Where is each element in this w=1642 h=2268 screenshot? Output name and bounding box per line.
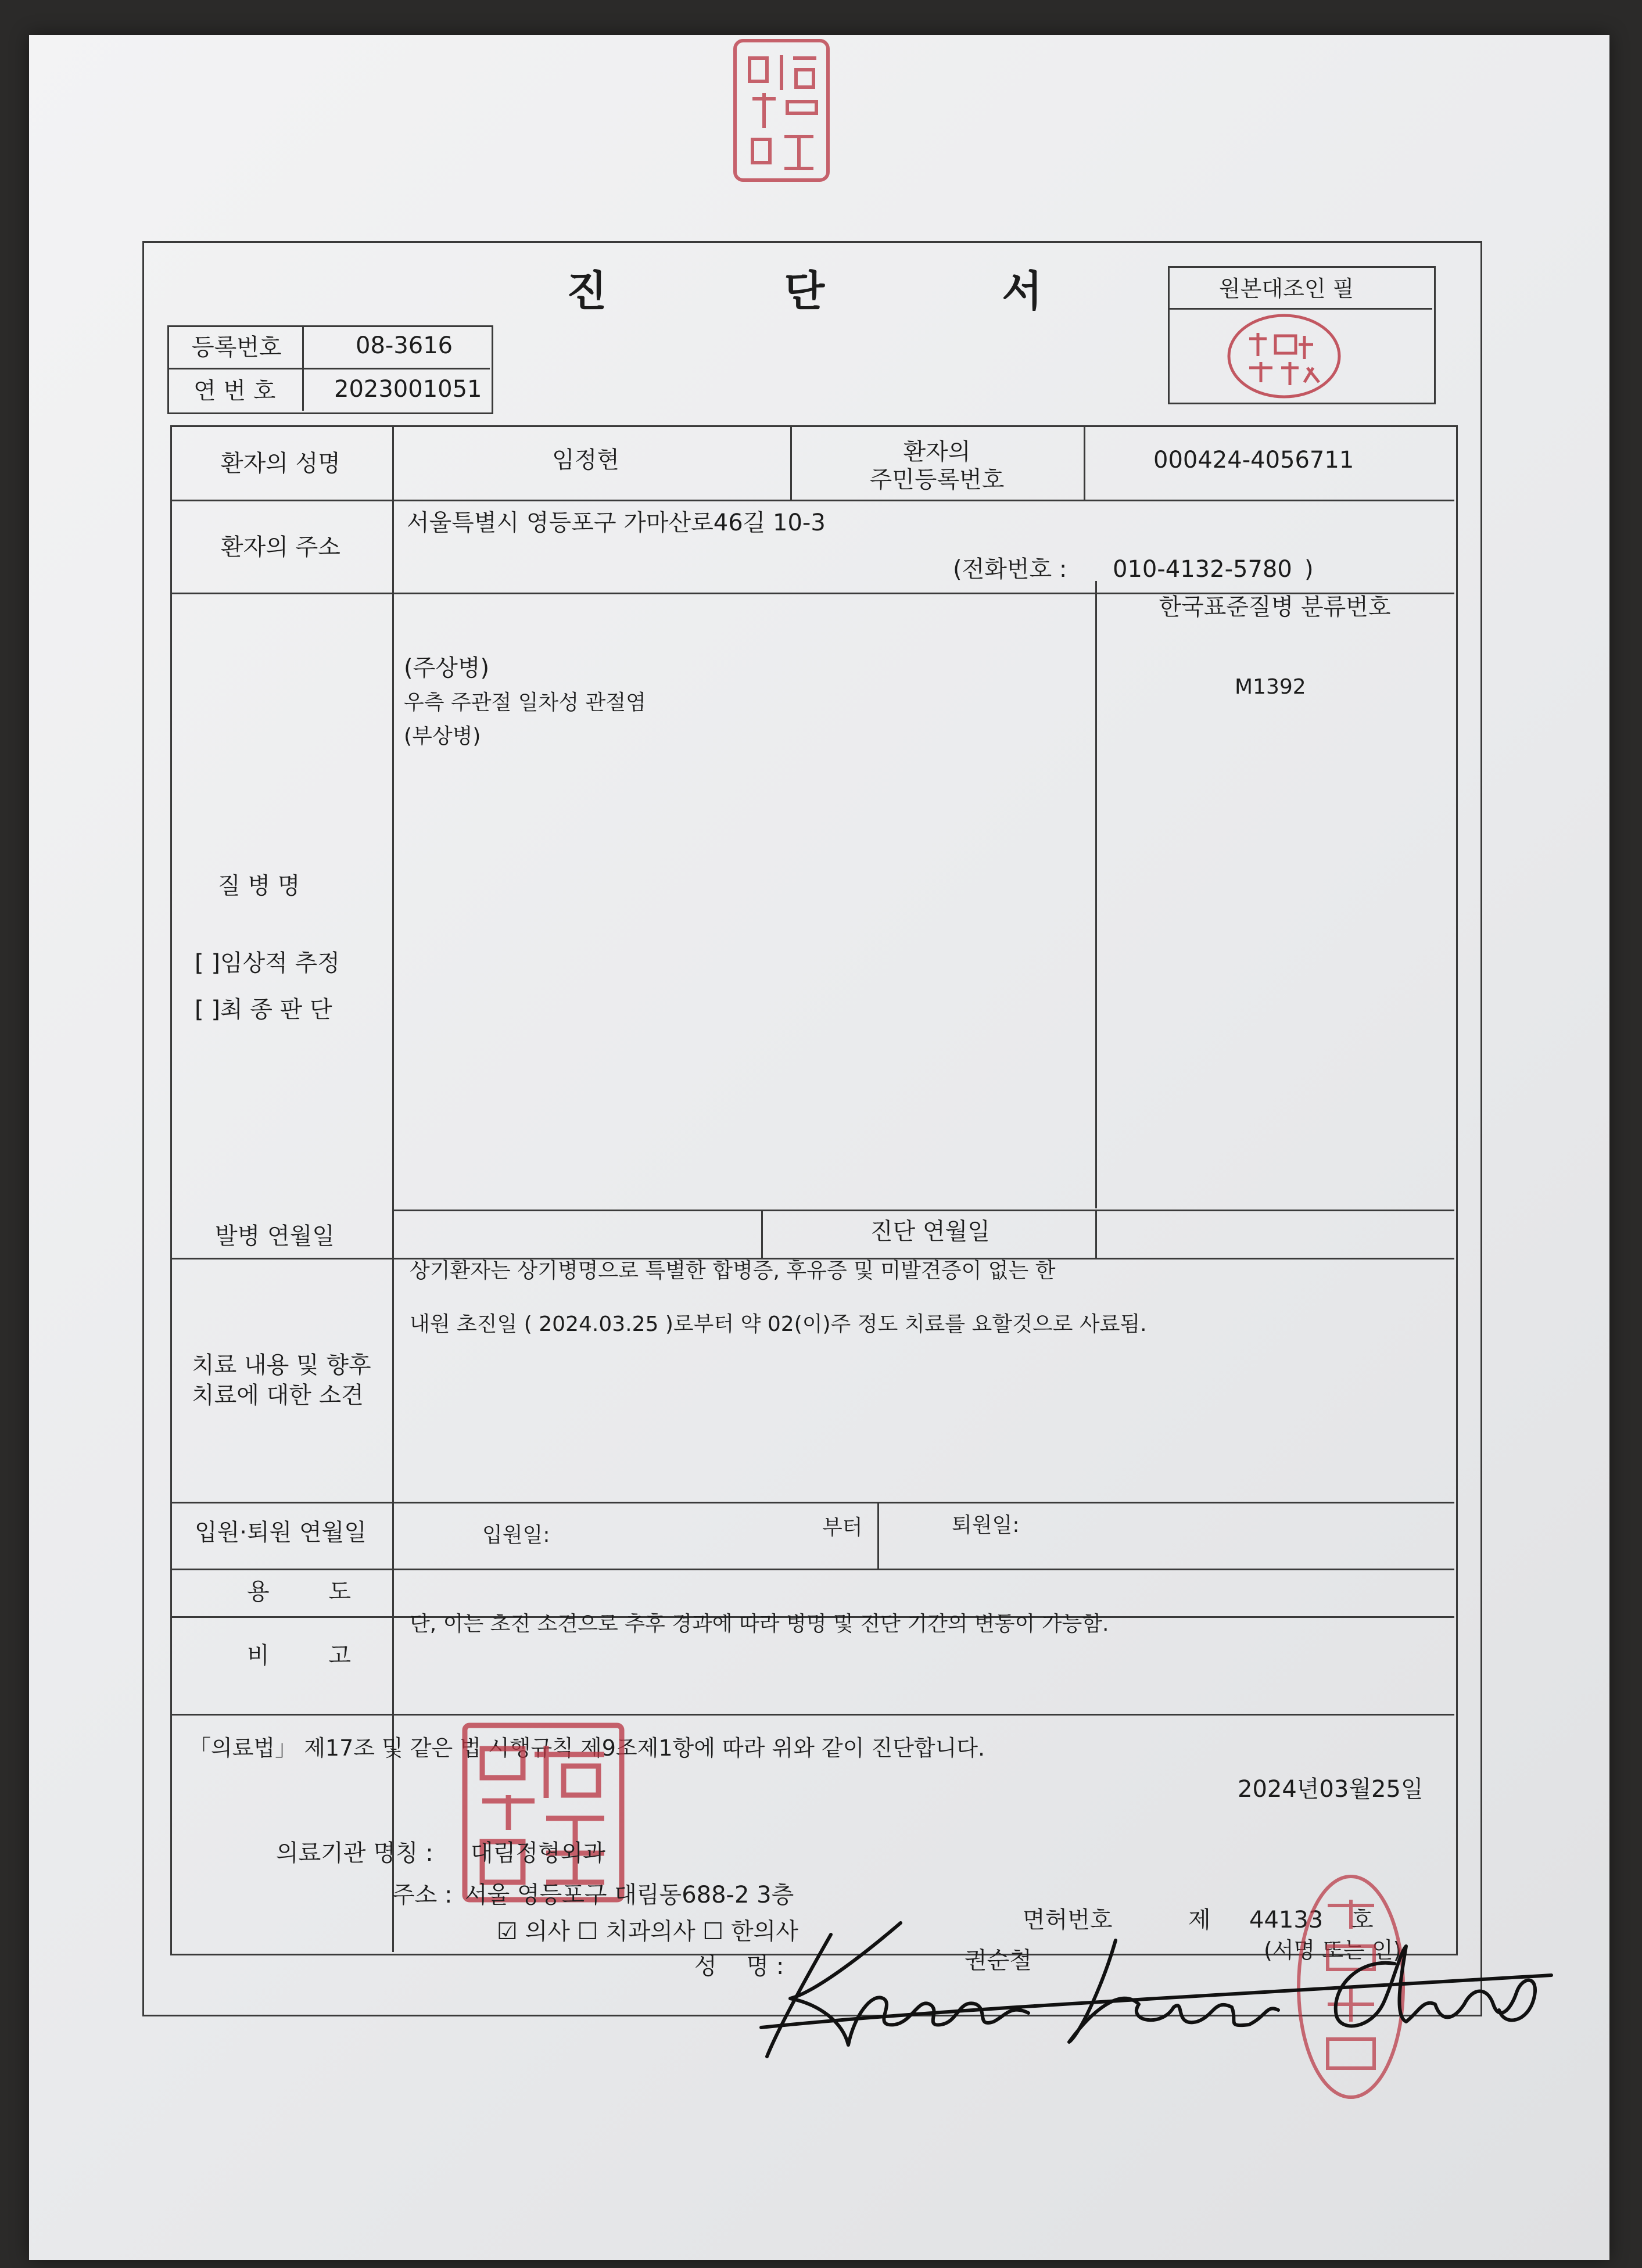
serial-no-value: 2023001051 xyxy=(334,376,482,403)
discharge-date-label: 퇴원일: xyxy=(952,1513,1020,1537)
remarks-value: 단, 이는 초진 소견으로 추후 경과에 따라 병명 및 진단 기간의 변동이 가능함. xyxy=(410,1612,1109,1636)
remarks-label: 비 고 xyxy=(247,1642,351,1669)
hospital-official-seal xyxy=(459,1720,628,1905)
final-judgment-option: [ ]최 종 판 단 xyxy=(195,996,332,1023)
diagnosis-date-label: 진단 연월일 xyxy=(870,1218,990,1245)
license-prefix: 제 xyxy=(1188,1907,1211,1933)
onset-date-label: 발병 연월일 xyxy=(215,1223,335,1250)
practitioner-type-options: ☑ 의사 ☐ 치과의사 ☐ 한의사 xyxy=(497,1918,798,1945)
document-title: 진 단 서 xyxy=(567,267,1124,315)
main-diagnosis-value: 우측 주관절 일차성 관절염 xyxy=(404,691,646,715)
legal-statement: 「의료법」 제17조 및 같은 법 시행규칙 제9조제1항에 따라 위와 같이 진단합니다. xyxy=(189,1735,985,1761)
admit-from-label: 부터 xyxy=(822,1516,863,1539)
issue-date: 2024년03월25일 xyxy=(1238,1776,1424,1803)
treatment-label-line2: 치료에 대한 소견 xyxy=(192,1382,364,1409)
institution-name-label: 의료기관 명칭 : xyxy=(276,1840,433,1867)
treatment-line-1: 상기환자는 상기병명으로 특별한 합병증, 후유증 및 미발견증이 없는 한 xyxy=(410,1259,1056,1283)
clinical-estimate-option: [ ]임상적 추정 xyxy=(195,950,340,977)
institution-address-value: 서울 영등포구 대림동688-2 3층 xyxy=(465,1882,794,1908)
patient-name-label: 환자의 성명 xyxy=(221,450,340,477)
original-stamp-label: 원본대조인 필 xyxy=(1219,276,1354,302)
diagnosis-certificate-paper xyxy=(29,35,1609,2260)
patient-rrn-label-line2: 주민등록번호 xyxy=(869,466,1005,493)
phone-value: 010-4132-5780 xyxy=(1113,556,1292,583)
main-diagnosis-label: (주상병) xyxy=(404,655,490,681)
license-number-value: 44133 xyxy=(1249,1907,1324,1933)
license-number-label: 면허번호 xyxy=(1023,1907,1113,1933)
sub-diagnosis-label: (부상병) xyxy=(404,724,481,748)
doctor-signature xyxy=(755,1911,1557,2062)
institution-address-label: 주소 : xyxy=(392,1882,453,1908)
sign-or-seal-note: (서명 또는 인) xyxy=(1264,1937,1402,1963)
phone-suffix: ) xyxy=(1304,556,1314,583)
purpose-label: 용 도 xyxy=(247,1578,351,1605)
main-table-frame xyxy=(170,425,1458,1955)
admission-discharge-label: 입원·퇴원 연월일 xyxy=(195,1519,367,1546)
treatment-label-line1: 치료 내용 및 향후 xyxy=(192,1352,371,1379)
license-suffix: 호 xyxy=(1351,1907,1374,1933)
patient-rrn-label-line1: 환자의 xyxy=(903,439,971,465)
serial-no-label: 연 번 호 xyxy=(193,378,276,404)
disease-code-value: M1392 xyxy=(1235,675,1306,699)
top-perforation-seal xyxy=(729,35,834,186)
treatment-line-2: 내원 초진일 ( 2024.03.25 )로부터 약 02(이)주 정도 치료를 요할것으로 사료됨. xyxy=(410,1312,1147,1336)
patient-address-label: 환자의 주소 xyxy=(221,534,340,561)
doctor-name-label: 성 명 : xyxy=(694,1953,784,1980)
doctor-name-value: 권순철 xyxy=(965,1947,1032,1974)
reg-no-value: 08-3616 xyxy=(356,332,453,359)
institution-name-value: 대림정형외과 xyxy=(471,1840,605,1867)
admit-date-label: 입원일: xyxy=(482,1523,550,1547)
patient-rrn-value: 000424-4056711 xyxy=(1153,447,1354,473)
original-copy-seal xyxy=(1226,313,1342,400)
phone-prefix: (전화번호 : xyxy=(953,556,1067,583)
reg-no-label: 등록번호 xyxy=(192,334,282,361)
patient-address-value: 서울특별시 영등포구 가마산로46길 10-3 xyxy=(407,509,826,536)
disease-label: 질 병 명 xyxy=(218,873,300,899)
patient-name-value: 임정현 xyxy=(552,447,619,473)
disease-code-header: 한국표준질병 분류번호 xyxy=(1159,594,1391,620)
